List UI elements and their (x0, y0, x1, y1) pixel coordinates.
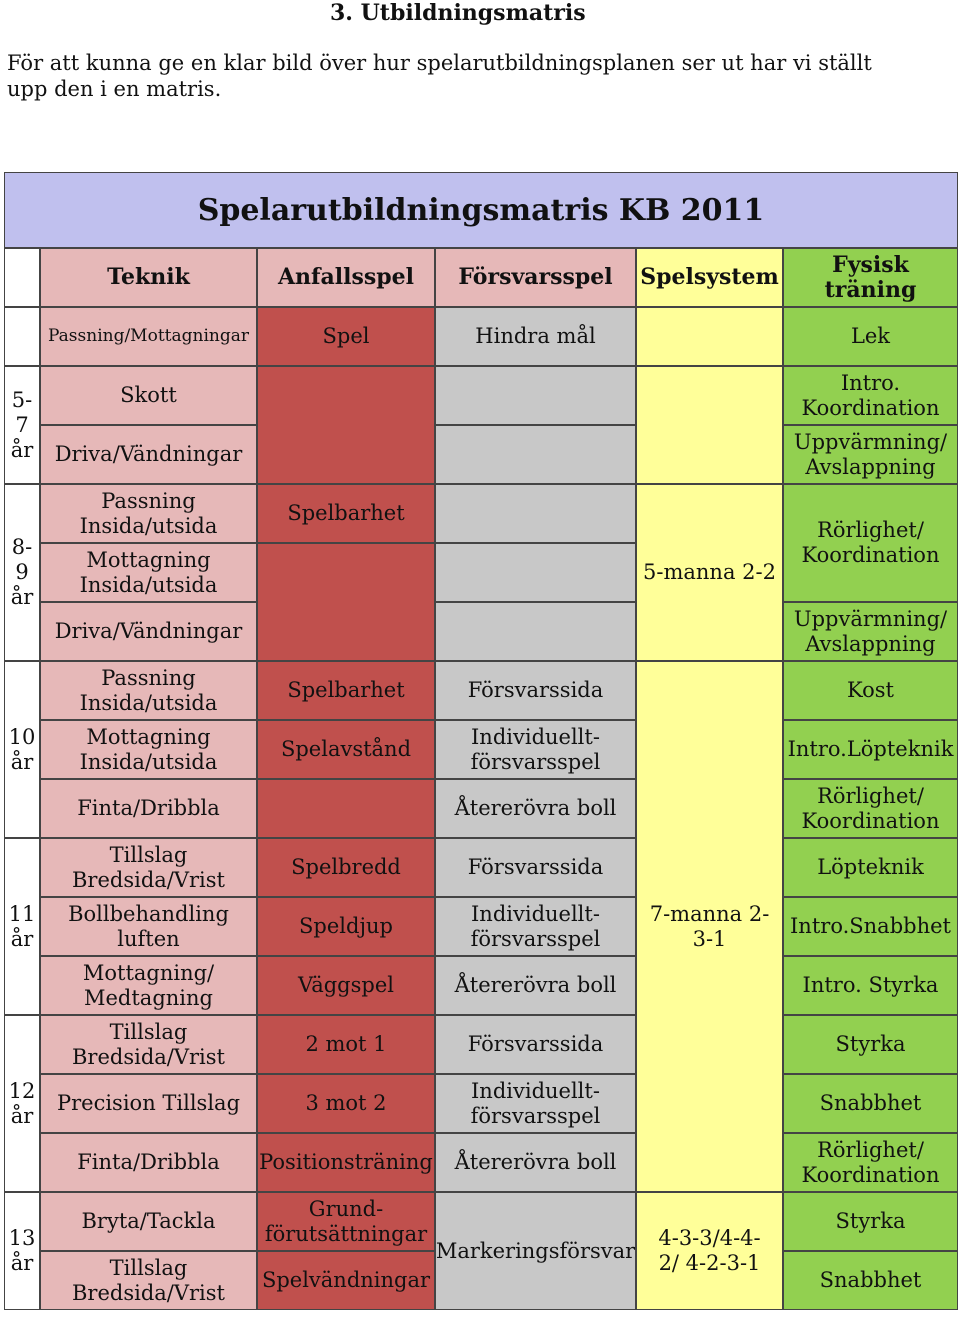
age-group: 10 år (4, 661, 40, 838)
header-anfallsspel: Anfallsspel (257, 248, 435, 307)
anfallsspel-cell: 2 mot 1 (257, 1015, 435, 1074)
spelsystem-cell (636, 366, 783, 484)
fysisk-traning-cell: Intro.Löpteknik (783, 720, 958, 779)
general-cell: Hindra mål (435, 307, 636, 366)
education-matrix (4, 172, 958, 1312)
forsvarsspel-cell: Återerövra boll (435, 956, 636, 1015)
teknik-cell: Tillslag Bredsida/Vrist (40, 1015, 257, 1074)
forsvarsspel-cell (435, 484, 636, 543)
fysisk-traning-cell: Snabbhet (783, 1074, 958, 1133)
forsvarsspel-cell: Individuellt- försvarsspel (435, 897, 636, 956)
fysisk-traning-cell: Rörlighet/ Koordination (783, 484, 958, 602)
teknik-cell: Passning Insida/utsida (40, 661, 257, 720)
age-group: 11 år (4, 838, 40, 1015)
fysisk-traning-cell: Kost (783, 661, 958, 720)
forsvarsspel-cell (435, 602, 636, 661)
age-group: 13 år (4, 1192, 40, 1310)
forsvarsspel-cell: Återerövra boll (435, 1133, 636, 1192)
teknik-cell: Bollbehandling luften (40, 897, 257, 956)
fysisk-traning-cell: Rörlighet/ Koordination (783, 1133, 958, 1192)
anfallsspel-cell: Spelbarhet (257, 661, 435, 720)
fysisk-traning-cell: Uppvärmning/ Avslappning (783, 602, 958, 661)
teknik-cell: Finta/Dribbla (40, 779, 257, 838)
fysisk-traning-cell: Styrka (783, 1192, 958, 1251)
forsvarsspel-cell: Individuellt- försvarsspel (435, 720, 636, 779)
header-age-blank (4, 248, 40, 307)
general-cell: Lek (783, 307, 958, 366)
fysisk-traning-cell: Styrka (783, 1015, 958, 1074)
anfallsspel-cell: Spelbredd (257, 838, 435, 897)
forsvarsspel-cell: Markeringsförsvar (435, 1192, 636, 1310)
anfallsspel-cell: 3 mot 2 (257, 1074, 435, 1133)
teknik-cell: Tillslag Bredsida/Vrist (40, 838, 257, 897)
forsvarsspel-cell (435, 425, 636, 484)
forsvarsspel-cell: Individuellt- försvarsspel (435, 1074, 636, 1133)
forsvarsspel-cell: Återerövra boll (435, 779, 636, 838)
anfallsspel-cell: Spelbarhet (257, 484, 435, 543)
general-cell: Passning/Mottagningar (40, 307, 257, 366)
fysisk-traning-cell: Rörlighet/ Koordination (783, 779, 958, 838)
anfallsspel-cell (257, 366, 435, 484)
header-teknik: Teknik (40, 248, 257, 307)
teknik-cell: Skott (40, 366, 257, 425)
teknik-cell: Mottagning Insida/utsida (40, 543, 257, 602)
general-age-blank (4, 307, 40, 366)
spelsystem-cell: 4-3-3/4-4- 2/ 4-2-3-1 (636, 1192, 783, 1310)
fysisk-traning-cell: Intro. Styrka (783, 956, 958, 1015)
teknik-cell: Driva/Vändningar (40, 425, 257, 484)
anfallsspel-cell (257, 543, 435, 661)
fysisk-traning-cell: Snabbhet (783, 1251, 958, 1310)
anfallsspel-cell: Speldjup (257, 897, 435, 956)
fysisk-traning-cell: Intro. Koordination (783, 366, 958, 425)
age-group: 5- 7 år (4, 366, 40, 484)
intro-paragraph: För att kunna ge en klar bild över hur spelarutbildningsplanen ser ut har vi ställt upp den i en matris. (7, 51, 872, 101)
teknik-cell: Passning Insida/utsida (40, 484, 257, 543)
anfallsspel-cell: Grund- förutsättningar (257, 1192, 435, 1251)
forsvarsspel-cell: Försvarssida (435, 838, 636, 897)
teknik-cell: Bryta/Tackla (40, 1192, 257, 1251)
forsvarsspel-cell (435, 543, 636, 602)
general-cell: Spel (257, 307, 435, 366)
anfallsspel-cell (257, 779, 435, 838)
age-group: 12 år (4, 1015, 40, 1192)
teknik-cell: Driva/Vändningar (40, 602, 257, 661)
anfallsspel-cell: Spelavstånd (257, 720, 435, 779)
forsvarsspel-cell (435, 366, 636, 425)
fysisk-traning-cell: Intro.Snabbhet (783, 897, 958, 956)
anfallsspel-cell: Spelvändningar (257, 1251, 435, 1310)
forsvarsspel-cell: Försvarssida (435, 1015, 636, 1074)
matrix-title: Spelarutbildningsmatris KB 2011 (4, 172, 958, 248)
age-group: 8- 9 år (4, 484, 40, 661)
teknik-cell: Mottagning Insida/utsida (40, 720, 257, 779)
teknik-cell: Mottagning/ Medtagning (40, 956, 257, 1015)
anfallsspel-cell: Positionsträning (257, 1133, 435, 1192)
header-fysisk-traning: Fysisk träning (783, 248, 958, 307)
fysisk-traning-cell: Uppvärmning/ Avslappning (783, 425, 958, 484)
header-forsvarsspel: Försvarsspel (435, 248, 636, 307)
spelsystem-cell: 7-manna 2- 3-1 (636, 661, 783, 1192)
teknik-cell: Tillslag Bredsida/Vrist (40, 1251, 257, 1310)
forsvarsspel-cell: Försvarssida (435, 661, 636, 720)
general-cell (636, 307, 783, 366)
teknik-cell: Precision Tillslag (40, 1074, 257, 1133)
spelsystem-cell: 5-manna 2-2 (636, 484, 783, 661)
fysisk-traning-cell: Löpteknik (783, 838, 958, 897)
teknik-cell: Finta/Dribbla (40, 1133, 257, 1192)
anfallsspel-cell: Väggspel (257, 956, 435, 1015)
section-heading: 3. Utbildningsmatris (330, 0, 586, 26)
header-spelsystem: Spelsystem (636, 248, 783, 307)
